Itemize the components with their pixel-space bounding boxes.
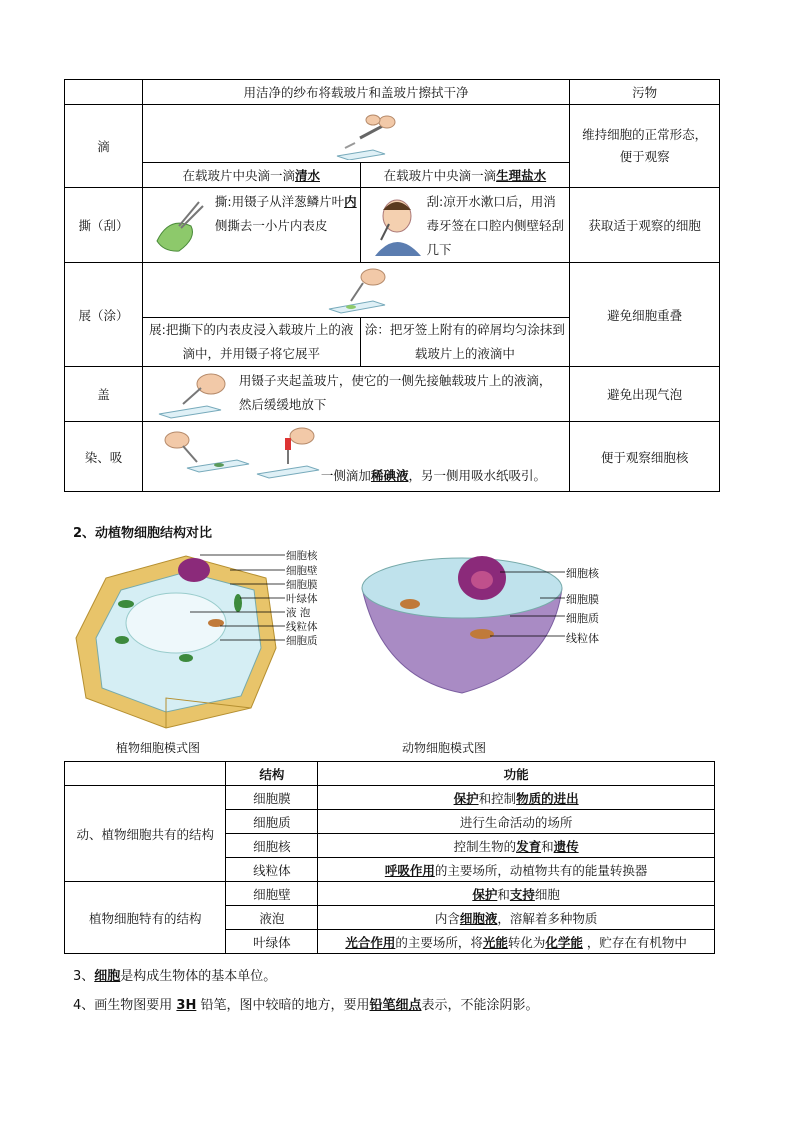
t2-group-plant: 植物细胞特有的结构 <box>65 882 226 954</box>
stain-pre: 一侧滴加 <box>320 468 371 483</box>
note-3-bold: 细胞 <box>94 969 121 984</box>
t2-func <box>318 882 715 906</box>
note-4-pre: 4、画生物图要用 <box>73 998 177 1013</box>
t2-b: 光能 <box>482 934 508 950</box>
note-3-post: 是构成生物体的基本单位。 <box>120 969 277 984</box>
plant-label-2: 细胞膜 <box>286 579 318 591</box>
note-3-pre: 3、 <box>73 969 95 984</box>
t2-func <box>318 930 715 954</box>
animal-caption: 动物细胞模式图 <box>402 741 487 755</box>
t2-func: 进行生命活动的场所 <box>318 810 715 834</box>
t2-name: 细胞膜 <box>226 786 318 810</box>
tear-left-cell <box>142 188 360 263</box>
stain-text <box>321 466 546 484</box>
purpose-spread: 避免细胞重叠 <box>570 263 720 367</box>
t2-name: 线粒体 <box>226 858 318 882</box>
plant-label-1: 细胞壁 <box>286 565 318 577</box>
stain-post: ，另一侧用吸水纸吸引。 <box>408 468 546 483</box>
note-4-post: 表示，不能涂阴影。 <box>421 998 539 1013</box>
t2-b: 支持 <box>509 886 535 902</box>
tear-left-2: 侧撕去一小片内表皮 <box>214 218 328 233</box>
t2-b: 遗传 <box>553 838 579 854</box>
t2-t: 和 <box>497 886 510 902</box>
cover-text: 用镊子夹起盖玻片，使它的一侧先接触载玻片上的液滴，然后缓缓地放下 <box>238 373 552 412</box>
t2-empty <box>65 762 226 786</box>
cover-slip-illustration <box>155 370 233 420</box>
drop-left <box>142 163 360 188</box>
staining-illustration <box>157 426 327 482</box>
t2-group-common: 动、植物细胞共有的结构 <box>65 786 226 882</box>
t2-b: 细胞液 <box>459 910 498 926</box>
spread-illustration-cell <box>142 263 569 318</box>
drop-right <box>360 163 570 188</box>
t2-t: ，溶解着多种物质 <box>497 910 598 926</box>
t2-t: 转化为 <box>507 934 546 950</box>
drop-left-text: 在载玻片中央滴一滴 <box>182 168 295 183</box>
note-4-bold-1: 3H <box>176 998 197 1013</box>
spread-right: 涂：把牙签上附有的碎屑均匀涂抹到载玻片上的液滴中 <box>360 318 570 367</box>
purpose-stain: 便于观察细胞核 <box>570 422 720 492</box>
step-drop: 滴 <box>65 105 143 188</box>
spread-illustration <box>323 265 393 315</box>
step-stain: 染、吸 <box>65 422 143 492</box>
step-cover: 盖 <box>65 367 143 422</box>
t2-name: 液泡 <box>226 906 318 930</box>
cover-cell <box>142 367 569 422</box>
t2-func <box>318 906 715 930</box>
wipe-step: 用洁净的纱布将载玻片和盖玻片擦拭干净 <box>142 80 569 105</box>
section2-title: 2、动植物细胞结构对比 <box>73 526 213 541</box>
t2-t: 的主要场所，将 <box>395 934 483 950</box>
drop-illustration-cell <box>142 105 569 163</box>
t2-head-function: 功能 <box>318 762 715 786</box>
note-4-bold-2: 铅笔细点 <box>369 998 422 1013</box>
plant-leader-lines <box>170 550 290 650</box>
tear-right-cell <box>360 188 570 263</box>
purpose-drop: 维持细胞的正常形态，便于观察 <box>570 105 720 188</box>
stain-bold: 稀碘液 <box>370 468 409 483</box>
t2-t: ，贮存在有机物中 <box>582 934 687 950</box>
t2-t: 内含 <box>434 910 460 926</box>
t2-func <box>318 786 715 810</box>
plant-caption: 植物细胞模式图 <box>116 741 201 755</box>
plant-label-3: 叶绿体 <box>286 593 318 605</box>
animal-label-2: 细胞质 <box>566 612 599 625</box>
dropper-illustration <box>315 108 405 160</box>
t2-func <box>318 834 715 858</box>
t2-name: 细胞核 <box>226 834 318 858</box>
animal-leader-lines <box>470 566 570 646</box>
t2-head-structure: 结构 <box>226 762 318 786</box>
purpose-cover: 避免出现气泡 <box>570 367 720 422</box>
t2-b: 光合作用 <box>345 934 396 950</box>
tear-right-text: 刮:凉开水漱口后，用消毒牙签在口腔内侧壁轻刮几下 <box>426 194 565 257</box>
t2-name: 叶绿体 <box>226 930 318 954</box>
animal-label-0: 细胞核 <box>566 567 599 580</box>
drop-right-bold: 生理盐水 <box>496 168 547 183</box>
plant-label-0: 细胞核 <box>286 550 318 562</box>
t2-b: 物质的进出 <box>516 790 579 806</box>
animal-label-3: 线粒体 <box>566 632 599 645</box>
t2-t: 的主要场所，动植物共有的能量转换器 <box>434 862 648 878</box>
plant-label-5: 线粒体 <box>286 621 318 633</box>
t2-b: 发育 <box>516 838 542 854</box>
t2-b: 保护 <box>472 886 498 902</box>
tear-left-text <box>215 190 357 238</box>
step-tear: 撕（刮） <box>65 188 143 263</box>
note-4 <box>73 994 539 1013</box>
animal-label-1: 细胞膜 <box>566 593 599 606</box>
t2-name: 细胞壁 <box>226 882 318 906</box>
note-3 <box>73 965 276 984</box>
empty-cell <box>65 80 143 105</box>
drop-left-bold: 清水 <box>294 168 320 183</box>
t2-t: 控制生物的 <box>453 838 517 854</box>
t2-name: 细胞质 <box>226 810 318 834</box>
t2-b: 呼吸作用 <box>384 862 435 878</box>
spread-left: 展:把撕下的内表皮浸入载玻片上的液滴中，并用镊子将它展平 <box>142 318 360 367</box>
boy-mouth-swab-illustration <box>367 194 427 258</box>
purpose-tear: 获取适于观察的细胞 <box>570 188 720 263</box>
tear-left-1: 撕:用镊子从洋葱鳞片叶 <box>214 194 345 209</box>
t2-func <box>318 858 715 882</box>
cell-structure-table <box>64 761 715 954</box>
onion-peel-illustration <box>149 196 209 256</box>
drop-right-text: 在载玻片中央滴一滴 <box>383 168 497 183</box>
plant-label-4: 液 泡 <box>286 607 311 619</box>
t2-b: 保护 <box>453 790 479 806</box>
t2-t: 和 <box>541 838 554 854</box>
t2-t: 细胞 <box>534 886 560 902</box>
stain-cell <box>142 422 569 492</box>
tear-left-bold: 内 <box>344 194 357 209</box>
t2-t: 和控制 <box>478 790 517 806</box>
t2-b: 化学能 <box>545 934 583 950</box>
note-4-mid: 铅笔，图中较暗的地方，要用 <box>196 998 370 1013</box>
step-spread: 展（涂） <box>65 263 143 367</box>
wipe-purpose: 污物 <box>570 80 720 105</box>
plant-label-6: 细胞质 <box>286 635 318 647</box>
procedure-table <box>64 79 720 492</box>
